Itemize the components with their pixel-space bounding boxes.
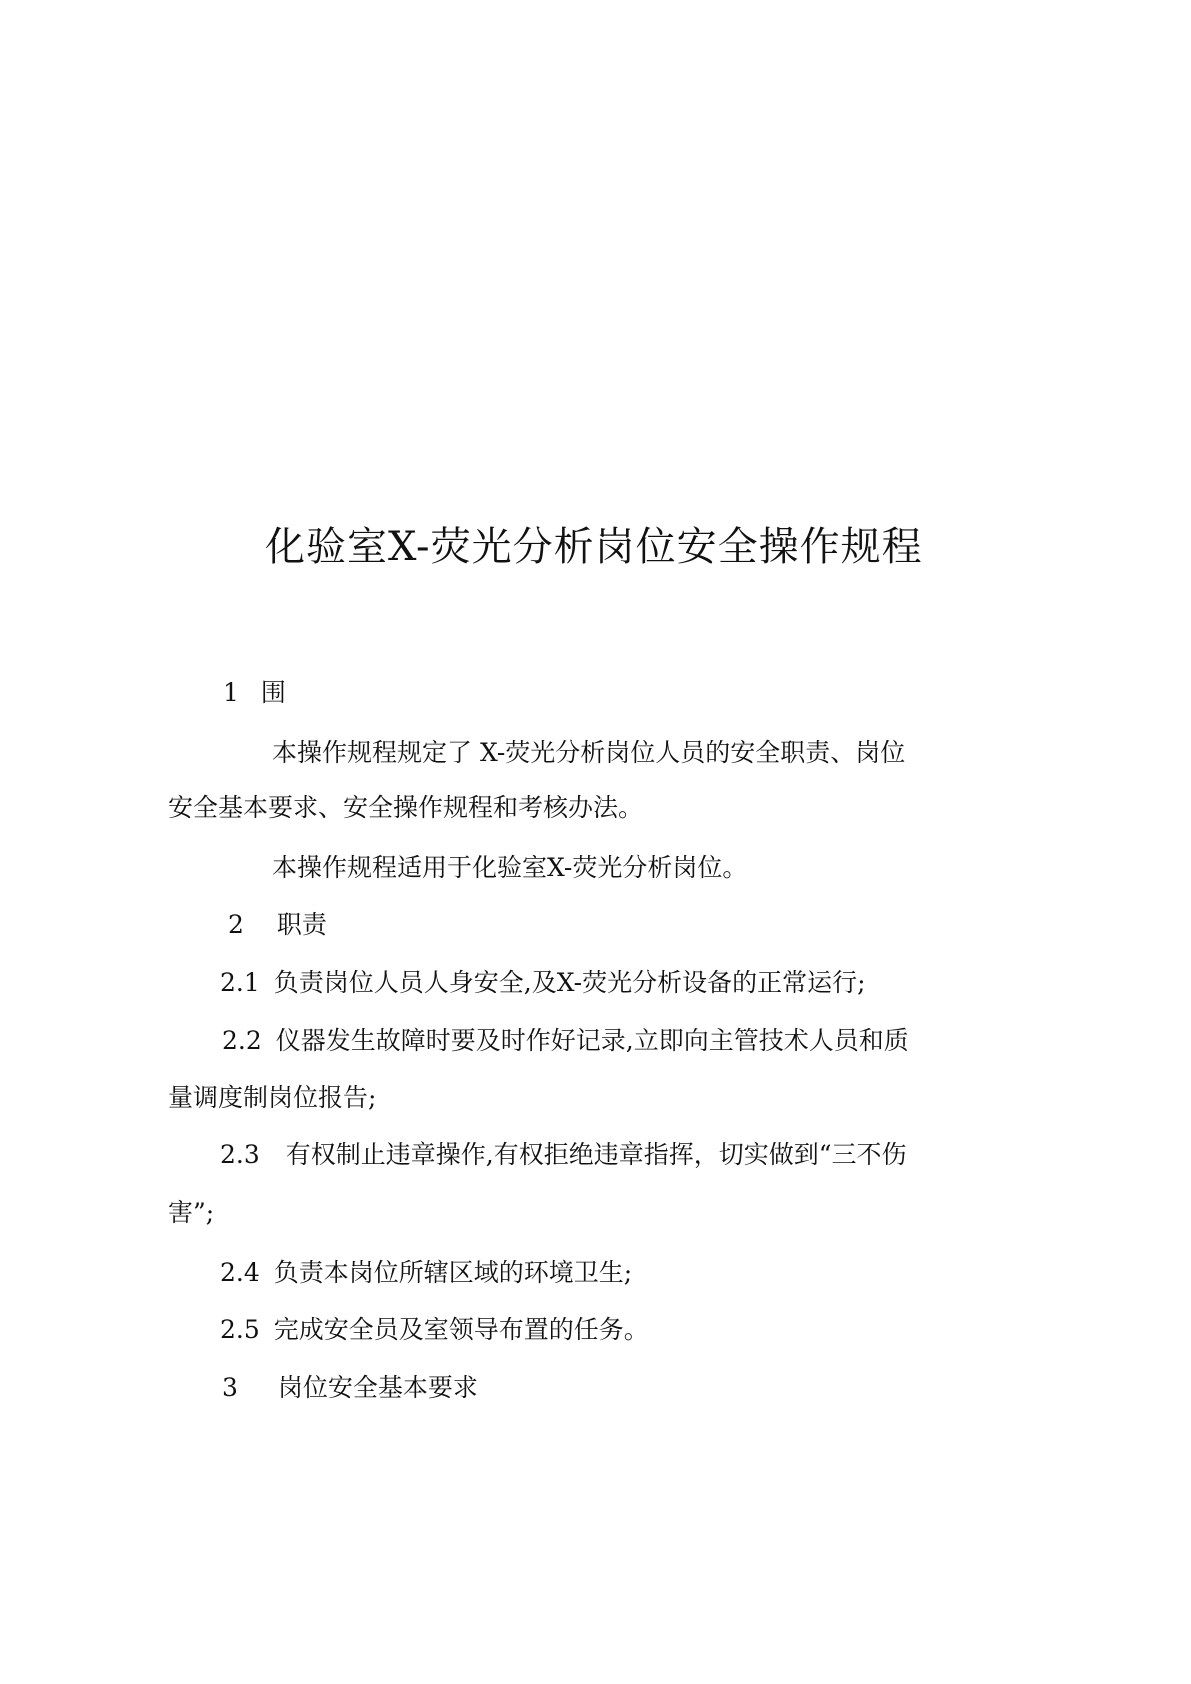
section-number: 3 (222, 1373, 238, 1402)
item-text: 负责岗位人员人身安全,及X-荧光分析设备的正常运行; (273, 968, 866, 997)
item-text: 有权制止违章操作,有权拒绝违章指挥，切实做到“三不伤 (285, 1140, 907, 1169)
paragraph-1-line-2: 安全基本要求、安全操作规程和考核办法。 (168, 793, 644, 822)
item-number: 2.1 (220, 968, 260, 997)
item-2-2-line-2: 量调度制岗位报告; (168, 1083, 377, 1112)
section-2-heading (228, 912, 327, 937)
paragraph-1-line-1: 本操作规程规定了 X-荧光分析岗位人员的安全职责、岗位 (272, 738, 906, 767)
section-title: 岗位安全基本要求 (277, 1373, 478, 1402)
section-title: 职责 (276, 910, 327, 939)
section-1-heading (223, 680, 286, 705)
item-text: 负责本岗位所辖区域的环境卫生; (273, 1258, 633, 1287)
item-number: 2.4 (220, 1258, 260, 1287)
item-text: 仪器发生故障时要及时作好记录,立即向主管技术人员和质 (275, 1026, 909, 1055)
document-title: 化验室X-荧光分析岗位安全操作规程 (265, 524, 923, 570)
item-number: 2.2 (222, 1026, 262, 1055)
section-3-heading (222, 1375, 478, 1400)
item-text: 完成安全员及室领导布置的任务。 (273, 1315, 649, 1344)
item-2-4 (220, 1260, 632, 1285)
item-2-5 (220, 1317, 649, 1342)
item-2-1 (220, 970, 866, 995)
item-2-2-line-1 (222, 1028, 909, 1053)
section-number: 1 (223, 678, 239, 707)
item-number: 2.3 (220, 1140, 260, 1169)
item-2-3-line-2: 害”; (168, 1198, 215, 1227)
paragraph-2: 本操作规程适用于化验室X-荧光分析岗位。 (272, 853, 748, 882)
section-title: 围 (260, 678, 286, 707)
item-number: 2.5 (220, 1315, 260, 1344)
section-number: 2 (228, 910, 244, 939)
item-2-3-line-1 (220, 1142, 907, 1167)
